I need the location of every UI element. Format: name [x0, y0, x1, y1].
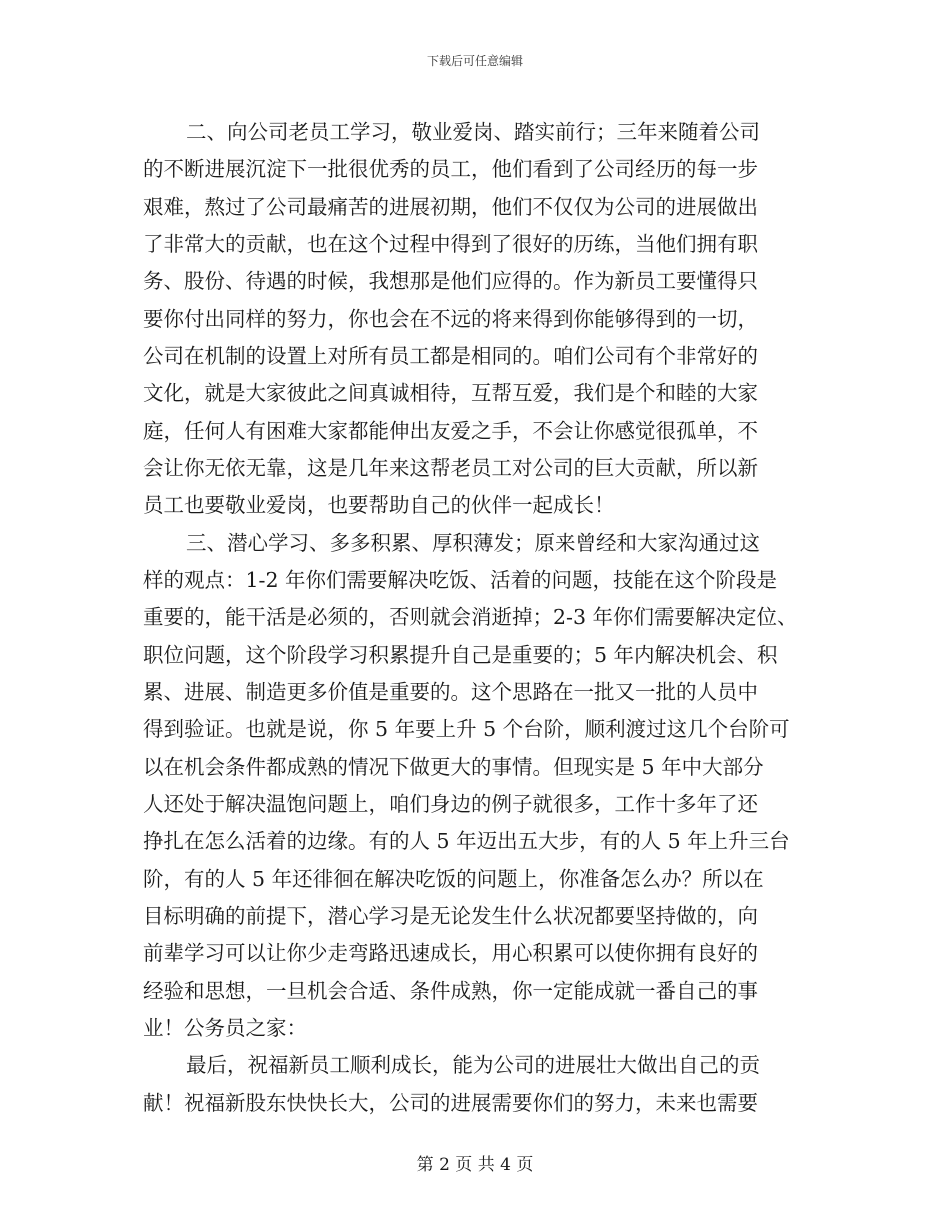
paragraph-line: 业！公务员之家：	[143, 1016, 307, 1040]
paragraph-line: 庭，任何人有困难大家都能伸出友爱之手，不会让你感觉很孤单，不	[143, 419, 758, 443]
page-header: 下载后可任意编辑	[426, 54, 523, 68]
paragraph-line: 要你付出同样的努力，你也会在不远的将来得到你能够得到的一切，	[143, 307, 758, 331]
paragraph-line: 累、进展、制造更多价值是重要的。这个思路在一批又一批的人员中	[143, 680, 758, 704]
paragraph-line: 艰难，熬过了公司最痛苦的进展初期，他们不仅仅为公司的进展做出	[143, 195, 758, 219]
paragraph-line: 员工也要敬业爱岗，也要帮助自己的伙伴一起成长！	[143, 493, 615, 517]
paragraph-line: 公司在机制的设置上对所有员工都是相同的。咱们公司有个非常好的	[143, 344, 758, 368]
paragraph-line: 重要的，能干活是必须的，否则就会消逝掉；2-3 年你们需要解决定位、	[143, 605, 798, 629]
paragraph-line: 样的观点：1-2 年你们需要解决吃饭、活着的问题，技能在这个阶段是	[143, 568, 778, 592]
page-number-footer: 第 2 页 共 4 页	[416, 1155, 534, 1175]
paragraph-line: 务、股份、待遇的时候，我想那是他们应得的。作为新员工要懂得只	[143, 269, 758, 293]
paragraph-line: 目标明确的前提下，潜心学习是无论发生什么状况都要坚持做的，向	[143, 904, 758, 928]
paragraph-line: 挣扎在怎么活着的边缘。有的人 5 年迈出五大步，有的人 5 年上升三台	[143, 829, 790, 853]
paragraph-line: 得到验证。也就是说，你 5 年要上升 5 个台阶，顺利渡过这几个台阶可	[143, 717, 790, 741]
paragraph-line: 献！祝福新股东快快长大，公司的进展需要你们的努力，未来也需要	[143, 1091, 758, 1115]
paragraph-line: 前辈学习可以让你少走弯路迅速成长，用心积累可以使你拥有良好的	[143, 941, 758, 965]
paragraph-line: 以在机会条件都成熟的情况下做更大的事情。但现实是 5 年中大部分	[143, 755, 764, 779]
paragraph-line: 人还处于解决温饱问题上，咱们身边的例子就很多，工作十多年了还	[143, 792, 758, 816]
paragraph-line: 三、潜心学习、多多积累、厚积薄发；原来曾经和大家沟通过这	[186, 531, 760, 555]
paragraph-line: 职位问题，这个阶段学习积累提升自己是重要的；5 年内解决机会、积	[143, 643, 778, 667]
paragraph-line: 最后，祝福新员工顺利成长，能为公司的进展壮大做出自己的贡	[186, 1053, 760, 1077]
paragraph-line: 的不断进展沉淀下一批很优秀的员工，他们看到了公司经历的每一步	[143, 157, 758, 181]
paragraph-line: 经验和思想，一旦机会合适、条件成熟，你一定能成就一番自己的事	[143, 979, 758, 1003]
paragraph-line: 文化，就是大家彼此之间真诚相待，互帮互爱，我们是个和睦的大家	[143, 381, 758, 405]
paragraph-line: 会让你无依无靠，这是几年来这帮老员工对公司的巨大贡献，所以新	[143, 456, 758, 480]
paragraph-line: 了非常大的贡献，也在这个过程中得到了很好的历练，当他们拥有职	[143, 232, 758, 256]
paragraph-line: 二、向公司老员工学习，敬业爱岗、踏实前行；三年来随着公司	[186, 120, 760, 144]
paragraph-line: 阶，有的人 5 年还徘徊在解决吃饭的问题上，你准备怎么办？所以在	[143, 867, 764, 891]
